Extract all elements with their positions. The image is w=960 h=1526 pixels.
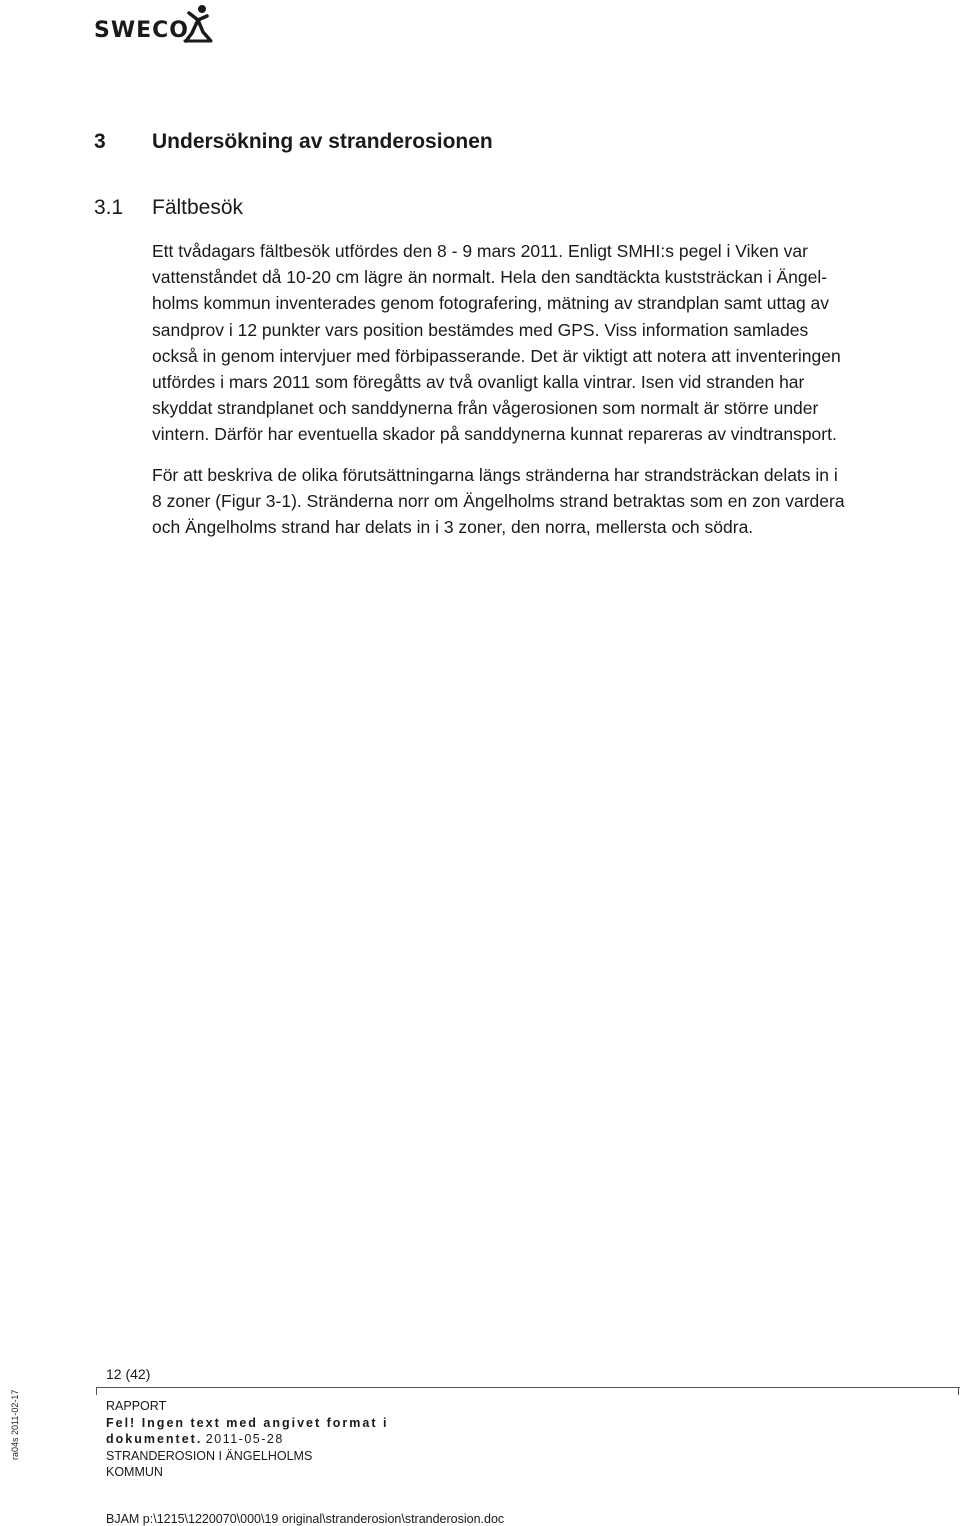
paragraph-line: vintern. Därför har eventuella skador på sanddynerna kunnat repareras av vindtransport.	[152, 424, 837, 445]
paragraph-line: holms kommun inventerades genom fotografering, mätning av strandplan samt uttag av	[152, 293, 830, 314]
paragraph-line: och Ängelholms strand har delats in i 3 zoner, den norra, mellersta och södra.	[152, 517, 754, 538]
field-error-line: Fel! Ingen text med angivet format i	[106, 1415, 389, 1430]
footer-divider-tick	[958, 1387, 959, 1395]
report-label: RAPPORT	[106, 1399, 167, 1413]
paragraph-2	[152, 462, 960, 541]
section-title: Undersökning av stranderosionen	[152, 130, 493, 153]
subsection-number: 3.1	[94, 196, 124, 219]
paragraph-line: Ett tvådagars fältbesök utfördes den 8 - 9 mars 2011. Enligt SMHI:s pegel i Viken var	[152, 241, 808, 261]
section-heading	[94, 130, 493, 154]
logo-wordmark: SWECO	[94, 18, 189, 43]
side-stamp: ra04s 2011-02-17	[10, 1389, 20, 1460]
paragraph-1	[152, 238, 960, 448]
section-number: 3	[94, 130, 106, 153]
sweco-figure-icon	[182, 4, 214, 44]
field-error-line: dokumentet.	[106, 1432, 203, 1447]
subsection-title: Fältbesök	[152, 196, 244, 219]
paragraph-line: 8 zoner (Figur 3-1). Stränderna norr om Ängelholms strand betraktas som en zon vardera	[152, 491, 845, 512]
paragraph-line: också in genom intervjuer med förbipasserande. Det är viktigt att notera att inventeringen	[152, 345, 841, 366]
paragraph-line: sandprov i 12 punkter vars position bestämdes med GPS. Viss information samlades	[152, 319, 809, 340]
paragraph-line: För att beskriva de olika förutsättningarna längs stränderna har strandsträckan delats in i	[152, 465, 838, 485]
page-number: 12 (42)	[106, 1366, 151, 1382]
footer-divider-tick	[96, 1387, 97, 1395]
paragraph-line: vattenståndet då 10-20 cm lägre än normalt. Hela den sandtäckta kuststräckan i Ängel-	[152, 267, 828, 288]
paragraph-line: utfördes i mars 2011 som föregåtts av två ovanligt kalla vintrar. Isen vid stranden har	[152, 372, 805, 393]
sweco-logo	[94, 4, 224, 46]
report-title: STRANDEROSION I ÄNGELHOLMS	[106, 1448, 313, 1463]
footer-info	[106, 1398, 388, 1481]
paragraph-line: skyddat strandplanet och sanddynerna från vågerosionen som normalt är större under	[152, 398, 819, 419]
footer-divider	[96, 1387, 960, 1388]
report-date: 2011-05-28	[205, 1432, 284, 1447]
file-path: BJAM p:\1215\1220070\000\19 original\stranderosion\stranderosion.doc	[106, 1512, 505, 1526]
report-title: KOMMUN	[106, 1465, 163, 1480]
subsection-heading	[94, 196, 243, 220]
